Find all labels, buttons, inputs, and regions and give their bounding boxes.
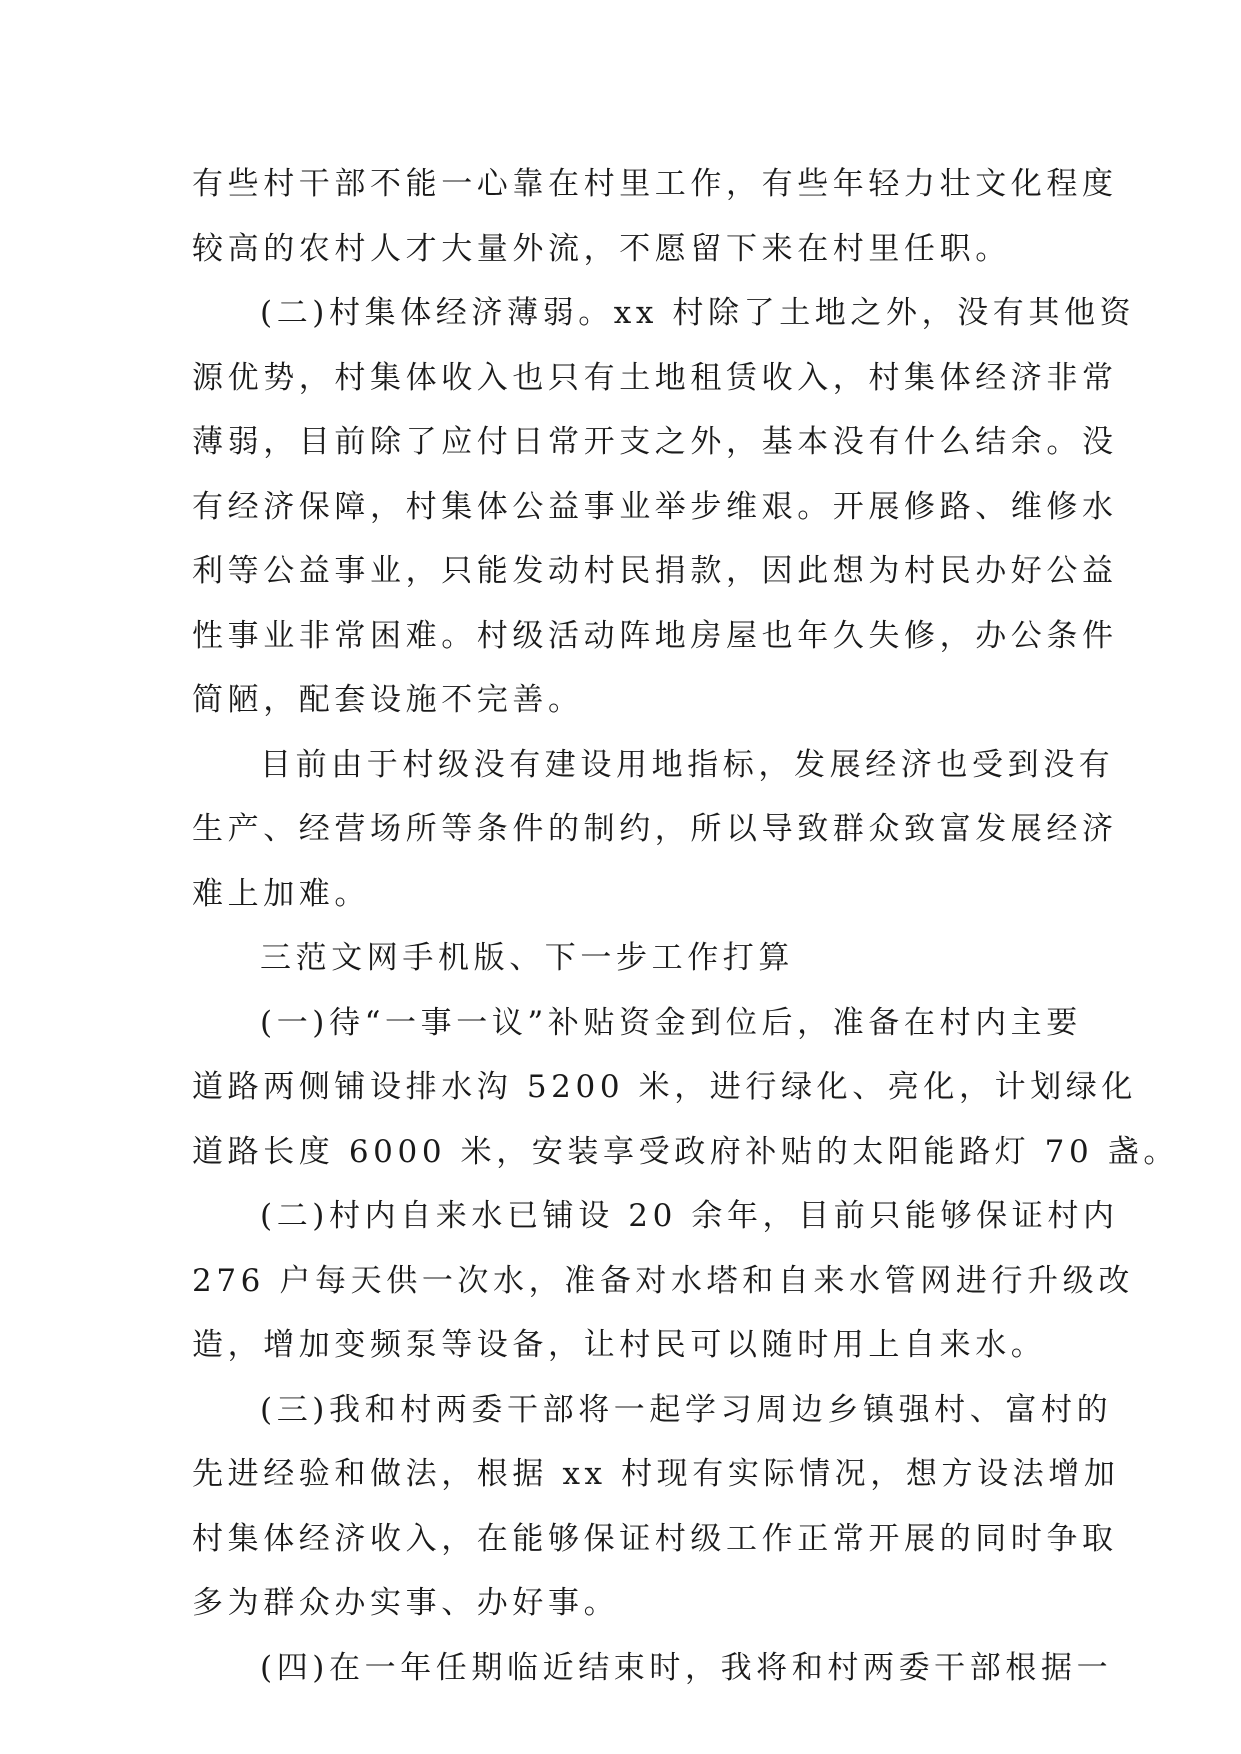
text-line: 薄弱，目前除了应付日常开支之外，基本没有什么结余。没 <box>192 424 1118 460</box>
text-line: (二)村集体经济薄弱。xx 村除了土地之外，没有其他资 <box>260 295 1136 331</box>
text-line: 简陋，配套设施不完善。 <box>192 682 584 718</box>
text-line: 源优势，村集体收入也只有土地租赁收入，村集体经济非常 <box>192 359 1118 396</box>
text-line: 276 户每天供一次水，准备对水塔和自来水管网进行升级改 <box>192 1262 1134 1299</box>
text-line: 有经济保障，村集体公益事业举步维艰。开展修路、维修水 <box>192 488 1118 525</box>
text-line: 先进经验和做法，根据 xx 村现有实际情况，想方设法增加 <box>192 1456 1120 1492</box>
text-line: 性事业非常困难。村级活动阵地房屋也年久失修，办公条件 <box>192 617 1118 654</box>
text-line: (一)待“一事一议”补贴资金到位后，准备在村内主要 <box>260 1004 1082 1041</box>
text-line: 有些村干部不能一心靠在村里工作，有些年轻力壮文化程度 <box>192 166 1118 202</box>
text-line: 难上加难。 <box>192 875 370 912</box>
text-line: 生产、经营场所等条件的制约，所以导致群众致富发展经济 <box>192 811 1118 847</box>
text-line: 村集体经济收入，在能够保证村级工作正常开展的同时争取 <box>192 1520 1118 1557</box>
text-line: 多为群众办实事、办好事。 <box>192 1585 620 1621</box>
text-line: 造，增加变频泵等设备，让村民可以随时用上自来水。 <box>192 1327 1047 1363</box>
text-line: 利等公益事业，只能发动村民捐款，因此想为村民办好公益 <box>192 553 1118 589</box>
text-line: (四)在一年任期临近结束时，我将和村两委干部根据一 <box>260 1649 1113 1686</box>
text-line: 较高的农村人才大量外流，不愿留下来在村里任职。 <box>192 230 1011 267</box>
section-heading: 三范文网手机版、下一步工作打算 <box>260 940 794 976</box>
text-line: 道路长度 6000 米，安装享受政府补贴的太阳能路灯 70 盏。 <box>192 1133 1179 1170</box>
text-line: 道路两侧铺设排水沟 5200 米，进行绿化、亮化，计划绿化 <box>192 1069 1137 1105</box>
text-line: 目前由于村级没有建设用地指标，发展经济也受到没有 <box>260 746 1115 783</box>
document-body <box>192 152 1179 1700</box>
text-line: (二)村内自来水已铺设 20 余年，目前只能够保证村内 <box>260 1198 1119 1234</box>
text-line: (三)我和村两委干部将一起学习周边乡镇强村、富村的 <box>260 1391 1113 1428</box>
